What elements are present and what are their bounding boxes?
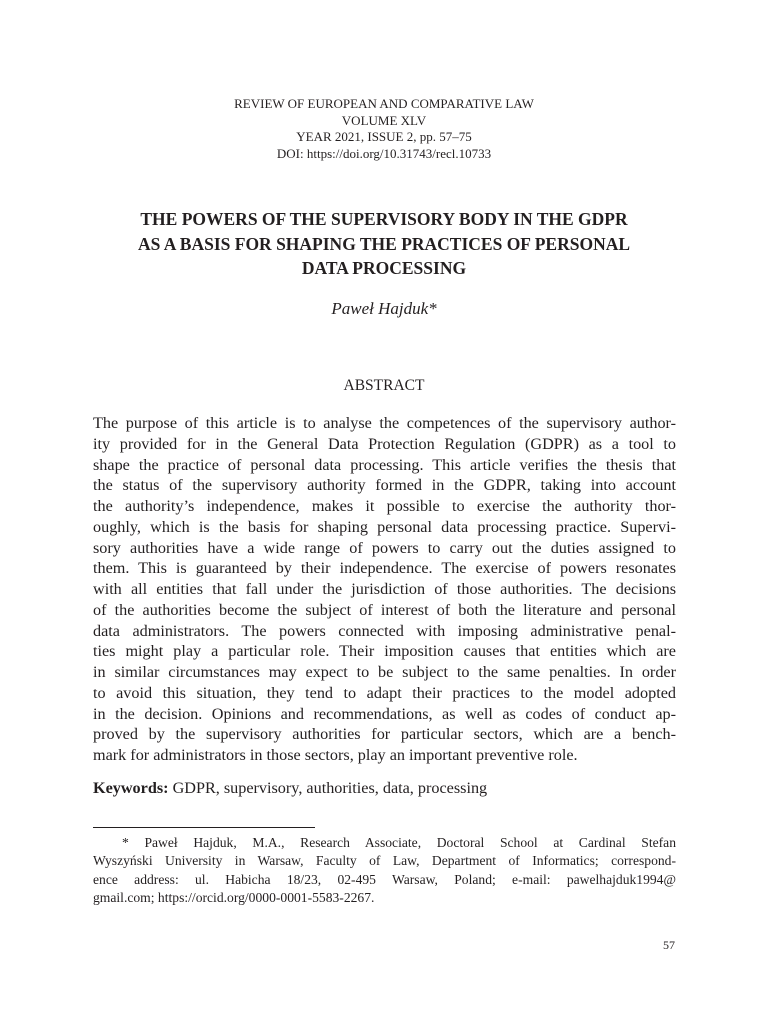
journal-doi: DOI: https://doi.org/10.31743/recl.10733 <box>276 145 492 161</box>
journal-header <box>0 96 768 162</box>
abstract-line: them. This is guaranteed by their independence. The exercise of powers resonates <box>93 559 676 578</box>
abstract-line: data administrators. The powers connected with imposing administrative penal- <box>93 621 676 640</box>
footnote-line: * Paweł Hajduk, M.A., Research Associate, Doctoral School at Cardinal Stefan <box>122 835 676 850</box>
abstract-line: the status of the supervisory authority formed in the GDPR, taking into account <box>93 476 676 495</box>
abstract-line: mark for administrators in those sectors, play an important preventive role. <box>93 746 578 764</box>
title-line: THE POWERS OF THE SUPERVISORY BODY IN THE GDPR <box>140 209 628 229</box>
keywords <box>93 778 487 799</box>
abstract-line: with all entities that fall under the jurisdiction of those authorities. The decisions <box>93 580 676 598</box>
author-name: Paweł Hajduk* <box>331 299 437 318</box>
abstract-heading: ABSTRACT <box>343 377 425 394</box>
abstract-line: of the authorities become the subject of interest of both the literature and personal <box>93 600 676 619</box>
abstract-line: to avoid this situation, they tend to adapt their practices to the model adopted <box>93 683 676 702</box>
journal-volume: VOLUME XLV <box>341 112 427 128</box>
abstract-line: ity provided for in the General Data Protection Regulation (GDPR) as a tool to <box>93 434 676 453</box>
footnote-divider <box>93 827 315 828</box>
abstract-line: proved by the supervisory authorities for particular sectors, which are a bench- <box>93 725 676 744</box>
keywords-label: Keywords: <box>93 779 169 797</box>
footnote-line: gmail.com; https://orcid.org/0000-0001-5583-2267. <box>93 889 375 905</box>
abstract-line: in the decision. Opinions and recommendations, as well as codes of conduct ap- <box>93 704 676 723</box>
article-title <box>80 207 688 281</box>
title-line: DATA PROCESSING <box>301 258 467 278</box>
journal-issue: YEAR 2021, ISSUE 2, pp. 57–75 <box>296 129 472 144</box>
abstract-line: ties might play a particular role. Their imposition causes that entities which are <box>93 642 676 661</box>
title-line: AS A BASIS FOR SHAPING THE PRACTICES OF PERSONAL <box>137 233 631 254</box>
journal-name: REVIEW OF EUROPEAN AND COMPARATIVE LAW <box>234 96 534 111</box>
abstract-line: sory authorities have a wide range of powers to carry out the duties assigned to <box>93 538 676 557</box>
abstract-line: shape the practice of personal data processing. This article verifies the thesis that <box>93 455 676 474</box>
abstract-body <box>93 413 676 766</box>
footnote-line: Wyszyński University in Warsaw, Faculty of Law, Department of Informatics; correspond- <box>93 853 676 869</box>
abstract-line: oughly, which is the basis for shaping personal data processing practice. Supervi- <box>93 517 676 536</box>
page-number: 57 <box>663 938 675 952</box>
abstract-line: in similar circumstances may expect to be subject to the same penalties. In order <box>93 663 676 681</box>
footnote-line: ence address: ul. Habicha 18/23, 02-495 Warsaw, Poland; e-mail: pawelhajduk1994@ <box>93 871 676 887</box>
keywords-value: GDPR, supervisory, authorities, data, processing <box>168 779 488 797</box>
author-footnote <box>93 834 676 907</box>
abstract-line: The purpose of this article is to analyse the competences of the supervisory author- <box>93 414 676 432</box>
abstract-line: the authority’s independence, makes it possible to exercise the authority thor- <box>93 497 676 515</box>
